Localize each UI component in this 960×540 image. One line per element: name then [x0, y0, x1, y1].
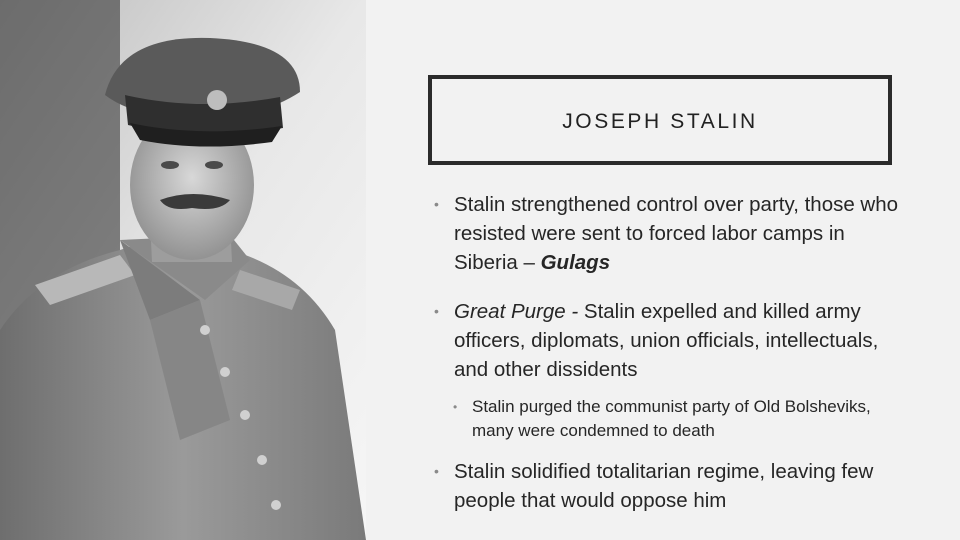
sub-bullet-text: Stalin purged the communist party of Old Bolsheviks, many were condemned to death [472, 397, 871, 440]
bullet-emphasis: Gulags [540, 251, 611, 274]
title-box [428, 75, 892, 165]
bullet-emphasis: Great Purge - [454, 300, 579, 323]
bullet-text: Stalin solidified totalitarian regime, leaving few people that would oppose him [454, 460, 874, 512]
slide-content [430, 190, 900, 515]
slide-title: JOSEPH STALIN [562, 109, 758, 133]
bullet-text: Stalin strengthened control over party, those who resisted were sent to forced labor camps in Siberia – [454, 193, 899, 274]
bullet-icon: • [434, 463, 439, 479]
sub-bullet-item [430, 395, 900, 443]
stalin-portrait-photo [0, 0, 366, 540]
bullet-text: Stalin expelled and killed army officers, diplomats, union officials, intellectuals, and other dissidents [454, 300, 879, 381]
bullet-icon: • [453, 400, 458, 414]
bullet-item [430, 190, 900, 277]
bullet-item [430, 457, 900, 515]
bullet-icon: • [434, 303, 439, 319]
bullet-icon: • [434, 196, 439, 212]
bullet-item [430, 297, 900, 384]
